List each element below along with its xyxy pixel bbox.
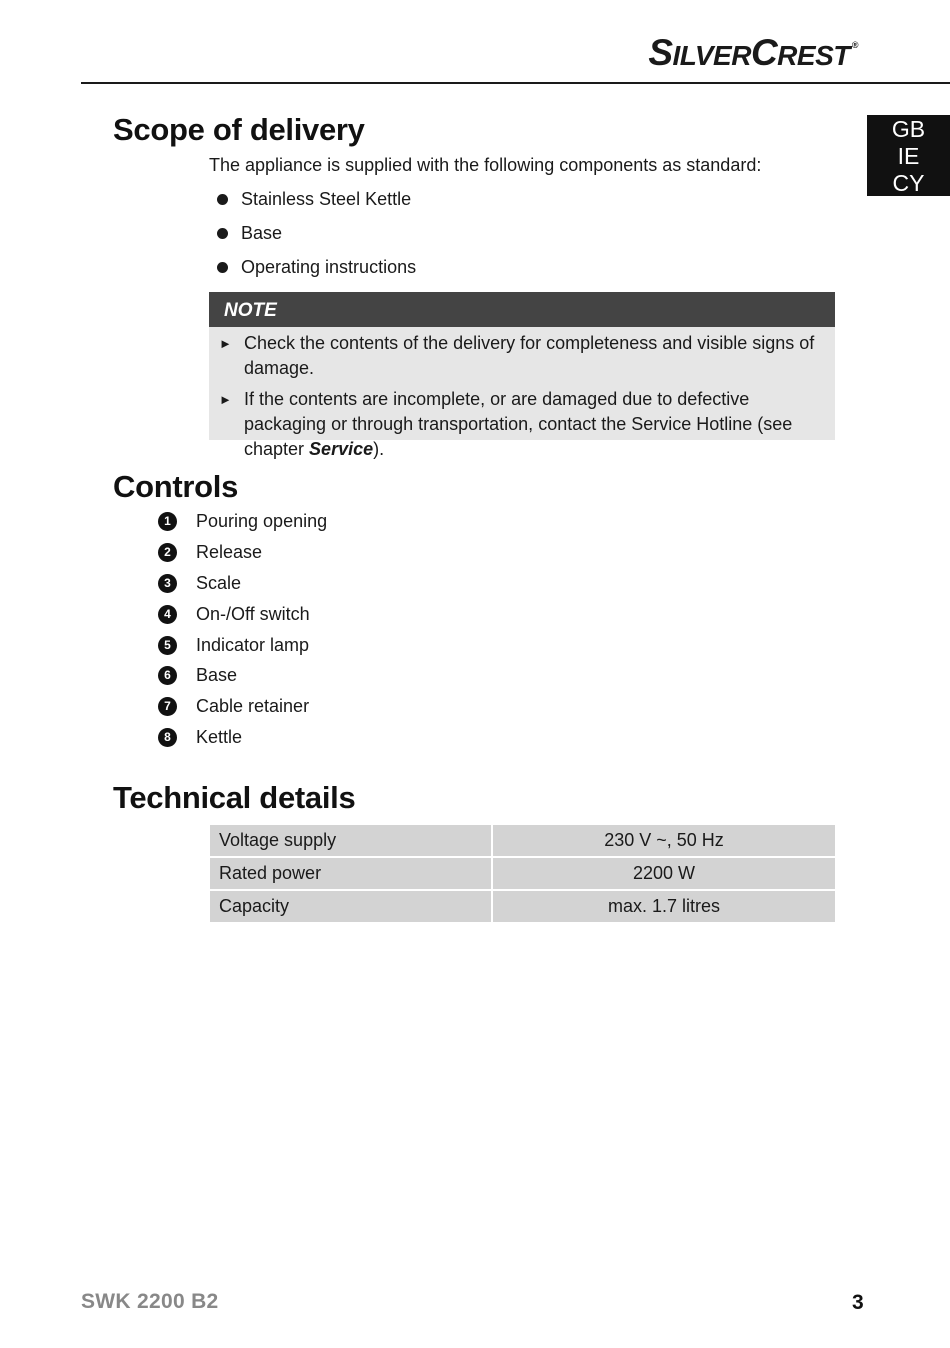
list-item [217,222,416,256]
table-cell-value: 230 V ~, 50 Hz [493,825,835,858]
language-ie: IE [897,143,920,169]
scope-item-label: Stainless Steel Kettle [241,189,412,209]
control-label: On-/Off switch [196,603,310,624]
number-badge-icon: 5 [158,636,177,655]
table-row [210,825,835,858]
header-divider [81,82,950,84]
note-item [209,387,835,462]
control-label: Kettle [196,727,243,748]
language-gb: GB [891,116,926,142]
note-text: Check the contents of the delivery for completeness and visible signs of damage. [244,333,815,378]
number-badge-icon: 3 [158,574,177,593]
list-item [158,664,327,695]
list-item [217,256,416,290]
scope-item-label: Operating instructions [241,257,417,277]
scope-list [217,188,416,290]
number-badge-icon: 8 [158,728,177,747]
list-item [158,603,327,634]
table-cell-label: Rated power [210,858,493,891]
controls-list [158,510,327,757]
list-item [158,634,327,665]
scope-item-label: Base [241,223,283,243]
controls-heading: Controls [113,469,239,504]
bullet-icon [217,262,228,273]
table-row [210,858,835,891]
page-number: 3 [852,1291,864,1314]
arrow-right-icon: ► [219,392,232,407]
language-cy: CY [892,170,925,196]
brand-text-ilver: ILVER [672,40,751,71]
number-badge-icon: 7 [158,697,177,716]
list-item [158,726,327,757]
note-title: NOTE [209,292,835,327]
brand-letter-s: S [648,32,673,73]
number-badge-icon: 1 [158,512,177,531]
control-label: Base [196,665,238,686]
control-label: Release [196,541,263,562]
list-item [158,510,327,541]
technical-heading: Technical details [113,780,356,815]
control-label: Scale [196,572,242,593]
brand-text-rest: REST [777,40,850,71]
control-label: Cable retainer [196,696,310,717]
list-item [158,572,327,603]
control-label: Indicator lamp [196,634,310,655]
note-text: If the contents are incomplete, or are damaged due to defective packaging or through transportation, contact the Service Hotline (see chapter [244,389,793,459]
number-badge-icon: 2 [158,543,177,562]
number-badge-icon: 6 [158,666,177,685]
number-badge-icon: 4 [158,605,177,624]
table-cell-label: Capacity [210,891,493,924]
brand-logo [648,32,858,74]
technical-table [210,825,835,924]
control-label: Pouring opening [196,511,328,531]
list-item [217,188,416,222]
scope-heading: Scope of delivery [113,112,365,147]
language-tab [867,115,950,196]
bullet-icon [217,228,228,239]
scope-intro: The appliance is supplied with the following components as standard: [209,155,762,175]
table-cell-value: max. 1.7 litres [493,891,835,924]
arrow-right-icon: ► [219,336,232,351]
brand-letter-c: C [750,32,778,73]
table-row [210,891,835,924]
list-item [158,695,327,726]
footer-model-number: SWK 2200 B2 [81,1290,219,1313]
note-closing: ). [373,439,385,459]
table-cell-label: Voltage supply [210,825,493,858]
list-item [158,541,327,572]
brand-registered-mark: ® [851,40,858,50]
table-cell-value: 2200 W [493,858,835,891]
note-box [209,292,835,459]
bullet-icon [217,194,228,205]
service-chapter-reference: Service [309,439,374,459]
note-item [209,331,835,381]
